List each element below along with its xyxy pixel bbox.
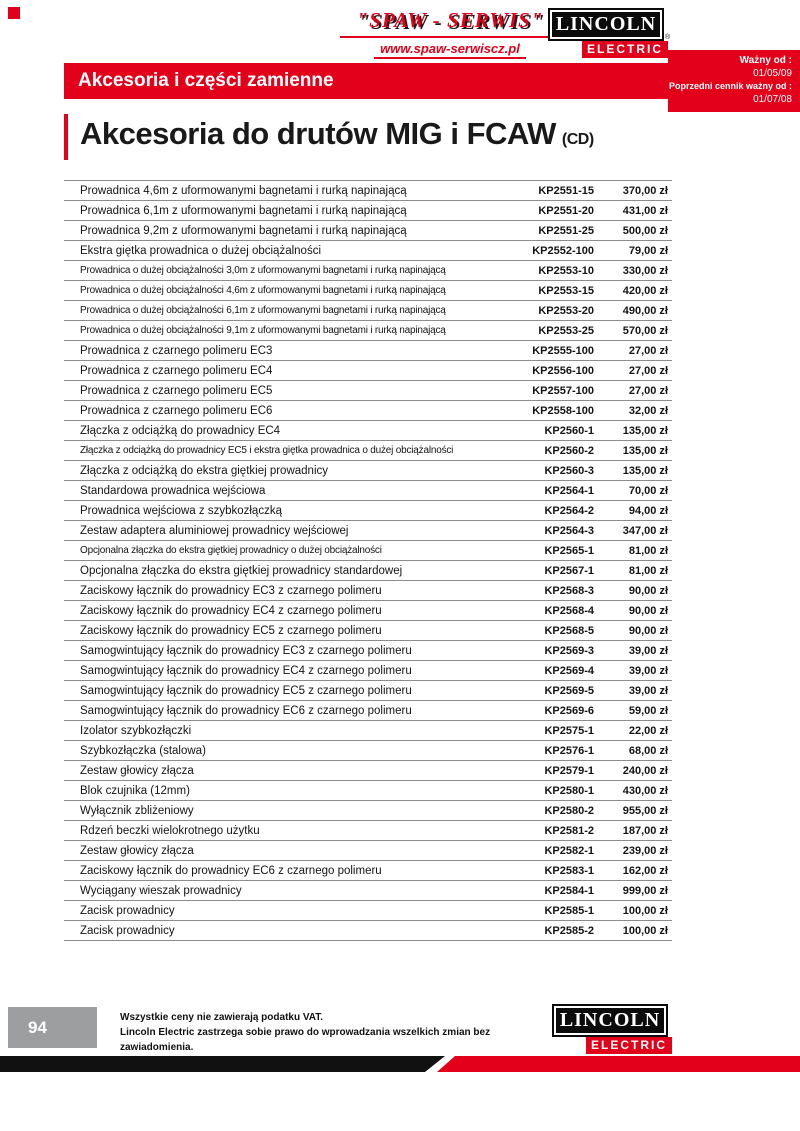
- part-number: KP2556-100: [499, 361, 594, 381]
- part-number: KP2564-1: [499, 481, 594, 501]
- part-number: KP2580-2: [499, 801, 594, 821]
- product-description: Zestaw głowicy złącza: [64, 761, 499, 781]
- part-number: KP2569-6: [499, 701, 594, 721]
- product-description: Zaciskowy łącznik do prowadnicy EC6 z czarnego polimeru: [64, 861, 499, 881]
- price: 330,00 zł: [594, 261, 672, 281]
- logo-divider: [340, 36, 560, 38]
- part-number: KP2580-1: [499, 781, 594, 801]
- table-row: [64, 781, 672, 801]
- product-description: Ekstra giętka prowadnica o dużej obciążalności: [64, 241, 499, 261]
- part-number: KP2558-100: [499, 401, 594, 421]
- product-description: Standardowa prowadnica wejściowa: [64, 481, 499, 501]
- price: 431,00 zł: [594, 201, 672, 221]
- price: 68,00 zł: [594, 741, 672, 761]
- part-number: KP2564-3: [499, 521, 594, 541]
- product-description: Zaciskowy łącznik do prowadnicy EC5 z czarnego polimeru: [64, 621, 499, 641]
- price: 27,00 zł: [594, 341, 672, 361]
- lincoln-wordmark: LINCOLN: [548, 8, 664, 41]
- product-description: Złączka z odciążką do ekstra giętkiej prowadnicy: [64, 461, 499, 481]
- spaw-serwis-wordmark: "SPAW - SERWIS": [356, 8, 544, 32]
- price: 162,00 zł: [594, 861, 672, 881]
- table-row: [64, 461, 672, 481]
- product-description: Zaciskowy łącznik do prowadnicy EC4 z czarnego polimeru: [64, 601, 499, 621]
- table-row: [64, 921, 672, 941]
- part-number: KP2568-3: [499, 581, 594, 601]
- table-row: [64, 761, 672, 781]
- part-number: KP2569-4: [499, 661, 594, 681]
- table-row: [64, 881, 672, 901]
- table-row: [64, 241, 672, 261]
- product-description: Wyłącznik zbliżeniowy: [64, 801, 499, 821]
- validity-dates: [668, 50, 800, 112]
- part-number: KP2564-2: [499, 501, 594, 521]
- table-row: [64, 581, 672, 601]
- table-row: [64, 641, 672, 661]
- price-table: [64, 180, 672, 941]
- product-description: Opcjonalna złączka do ekstra giętkiej prowadnicy standardowej: [64, 561, 499, 581]
- table-row: [64, 301, 672, 321]
- price: 27,00 zł: [594, 361, 672, 381]
- product-description: Samogwintujący łącznik do prowadnicy EC3 z czarnego polimeru: [64, 641, 499, 661]
- table-row: [64, 501, 672, 521]
- price: 79,00 zł: [594, 241, 672, 261]
- product-description: Prowadnica z czarnego polimeru EC5: [64, 381, 499, 401]
- price: 27,00 zł: [594, 381, 672, 401]
- lincoln-wordmark: LINCOLN: [552, 1004, 668, 1037]
- table-row: [64, 221, 672, 241]
- product-description: Samogwintujący łącznik do prowadnicy EC6 z czarnego polimeru: [64, 701, 499, 721]
- valid-from-date: 01/05/09: [753, 68, 792, 79]
- registered-mark: ®: [665, 34, 671, 41]
- part-number: KP2568-5: [499, 621, 594, 641]
- product-description: Prowadnica o dużej obciążalności 9,1m z uformowanymi bagnetami i rurką napinającą: [64, 321, 499, 341]
- product-description: Złączka z odciążką do prowadnicy EC4: [64, 421, 499, 441]
- price: 100,00 zł: [594, 901, 672, 921]
- part-number: KP2581-2: [499, 821, 594, 841]
- part-number: KP2551-20: [499, 201, 594, 221]
- price: 500,00 zł: [594, 221, 672, 241]
- product-description: Blok czujnika (12mm): [64, 781, 499, 801]
- part-number: KP2553-10: [499, 261, 594, 281]
- product-description: Prowadnica 9,2m z uformowanymi bagnetami i rurką napinającą: [64, 221, 499, 241]
- price: 70,00 zł: [594, 481, 672, 501]
- disclaimer-note: Lincoln Electric zastrzega sobie prawo do wprowadzania wszelkich zmian bez zawiadomienia.: [120, 1027, 491, 1053]
- price: 22,00 zł: [594, 721, 672, 741]
- table-row: [64, 401, 672, 421]
- part-number: KP2569-3: [499, 641, 594, 661]
- price: 135,00 zł: [594, 441, 672, 461]
- part-number: KP2569-5: [499, 681, 594, 701]
- part-number: KP2575-1: [499, 721, 594, 741]
- page-number: 94: [28, 1018, 47, 1037]
- product-description: Złączka z odciążką do prowadnicy EC5 i ekstra giętka prowadnica o dużej obciążalności: [64, 441, 499, 461]
- price: 100,00 zł: [594, 921, 672, 941]
- product-description: Prowadnica z czarnego polimeru EC3: [64, 341, 499, 361]
- table-row: [64, 541, 672, 561]
- price: 90,00 zł: [594, 581, 672, 601]
- previous-pricelist-date: 01/07/08: [753, 94, 792, 105]
- page-title-suffix: (CD): [561, 131, 594, 148]
- page-number-box: [8, 1007, 97, 1048]
- table-row: [64, 601, 672, 621]
- price: 490,00 zł: [594, 301, 672, 321]
- table-row: [64, 261, 672, 281]
- table-row: [64, 201, 672, 221]
- page-title-text: Akcesoria do drutów MIG i FCAW: [80, 116, 556, 151]
- price: 420,00 zł: [594, 281, 672, 301]
- lincoln-electric-logo-footer: [552, 1004, 674, 1056]
- price: 94,00 zł: [594, 501, 672, 521]
- table-row: [64, 661, 672, 681]
- table-row: [64, 841, 672, 861]
- price: 570,00 zł: [594, 321, 672, 341]
- part-number: KP2553-25: [499, 321, 594, 341]
- product-description: Prowadnica z czarnego polimeru EC4: [64, 361, 499, 381]
- part-number: KP2585-1: [499, 901, 594, 921]
- price: 32,00 zł: [594, 401, 672, 421]
- price: 90,00 zł: [594, 601, 672, 621]
- spaw-serwis-logo: [330, 8, 570, 59]
- table-row: [64, 821, 672, 841]
- part-number: KP2579-1: [499, 761, 594, 781]
- product-description: Prowadnica o dużej obciążalności 3,0m z uformowanymi bagnetami i rurką napinającą: [64, 261, 499, 281]
- electric-wordmark: ELECTRIC: [582, 41, 668, 58]
- part-number: KP2555-100: [499, 341, 594, 361]
- table-row: [64, 721, 672, 741]
- valid-from-label: Ważny od :: [739, 55, 792, 66]
- price: 39,00 zł: [594, 641, 672, 661]
- product-description: Izolator szybkozłączki: [64, 721, 499, 741]
- part-number: KP2567-1: [499, 561, 594, 581]
- table-row: [64, 701, 672, 721]
- part-number: KP2585-2: [499, 921, 594, 941]
- table-row: [64, 681, 672, 701]
- part-number: KP2582-1: [499, 841, 594, 861]
- banner-title: Akcesoria i części zamienne: [78, 70, 334, 91]
- corner-marker: [8, 7, 20, 19]
- part-number: KP2568-4: [499, 601, 594, 621]
- part-number: KP2560-1: [499, 421, 594, 441]
- part-number: KP2565-1: [499, 541, 594, 561]
- price: 240,00 zł: [594, 761, 672, 781]
- price: 59,00 zł: [594, 701, 672, 721]
- previous-pricelist-label: Poprzedni cennik ważny od :: [668, 81, 792, 91]
- table-row: [64, 521, 672, 541]
- part-number: KP2553-15: [499, 281, 594, 301]
- price: 81,00 zł: [594, 561, 672, 581]
- vat-note: Wszystkie ceny nie zawierają podatku VAT.: [120, 1012, 324, 1023]
- table-row: [64, 861, 672, 881]
- product-description: Opcjonalna złączka do ekstra giętkiej prowadnicy o dużej obciążalności: [64, 541, 499, 561]
- product-description: Zaciskowy łącznik do prowadnicy EC3 z czarnego polimeru: [64, 581, 499, 601]
- price: 999,00 zł: [594, 881, 672, 901]
- product-description: Prowadnica 6,1m z uformowanymi bagnetami i rurką napinającą: [64, 201, 499, 221]
- price: 187,00 zł: [594, 821, 672, 841]
- product-description: Zacisk prowadnicy: [64, 921, 499, 941]
- footer-notes: [120, 1010, 540, 1055]
- table-row: [64, 341, 672, 361]
- product-description: Wyciągany wieszak prowadnicy: [64, 881, 499, 901]
- part-number: KP2552-100: [499, 241, 594, 261]
- footer-band-black: [0, 1056, 460, 1072]
- table-row: [64, 281, 672, 301]
- product-description: Prowadnica o dużej obciążalności 6,1m z uformowanymi bagnetami i rurką napinającą: [64, 301, 499, 321]
- electric-wordmark: ELECTRIC: [586, 1037, 672, 1054]
- part-number: KP2584-1: [499, 881, 594, 901]
- product-description: Prowadnica wejściowa z szybkozłączką: [64, 501, 499, 521]
- part-number: KP2551-25: [499, 221, 594, 241]
- table-row: [64, 561, 672, 581]
- table-row: [64, 421, 672, 441]
- price: 135,00 zł: [594, 421, 672, 441]
- product-description: Samogwintujący łącznik do prowadnicy EC4 z czarnego polimeru: [64, 661, 499, 681]
- page-title: [80, 116, 594, 152]
- price: 955,00 zł: [594, 801, 672, 821]
- price: 135,00 zł: [594, 461, 672, 481]
- part-number: KP2576-1: [499, 741, 594, 761]
- price: 39,00 zł: [594, 681, 672, 701]
- price: 239,00 zł: [594, 841, 672, 861]
- product-description: Prowadnica o dużej obciążalności 4,6m z uformowanymi bagnetami i rurką napinającą: [64, 281, 499, 301]
- price: 90,00 zł: [594, 621, 672, 641]
- title-accent-bar: [64, 114, 68, 160]
- table-row: [64, 901, 672, 921]
- lincoln-electric-logo: [548, 8, 670, 60]
- part-number: KP2553-20: [499, 301, 594, 321]
- table-row: [64, 801, 672, 821]
- section-banner: [64, 63, 668, 99]
- product-description: Zestaw adaptera aluminiowej prowadnicy wejściowej: [64, 521, 499, 541]
- table-row: [64, 321, 672, 341]
- product-description: Szybkozłączka (stalowa): [64, 741, 499, 761]
- price: 347,00 zł: [594, 521, 672, 541]
- price: 81,00 zł: [594, 541, 672, 561]
- price: 430,00 zł: [594, 781, 672, 801]
- product-description: Samogwintujący łącznik do prowadnicy EC5 z czarnego polimeru: [64, 681, 499, 701]
- product-description: Prowadnica 4,6m z uformowanymi bagnetami i rurką napinającą: [64, 181, 499, 201]
- table-row: [64, 621, 672, 641]
- price: 39,00 zł: [594, 661, 672, 681]
- website-url: www.spaw-serwiscz.pl: [374, 41, 526, 59]
- product-description: Rdzeń beczki wielokrotnego użytku: [64, 821, 499, 841]
- table-row: [64, 741, 672, 761]
- table-row: [64, 441, 672, 461]
- price: 370,00 zł: [594, 181, 672, 201]
- part-number: KP2583-1: [499, 861, 594, 881]
- product-description: Zestaw głowicy złącza: [64, 841, 499, 861]
- table-row: [64, 381, 672, 401]
- product-description: Prowadnica z czarnego polimeru EC6: [64, 401, 499, 421]
- part-number: KP2560-3: [499, 461, 594, 481]
- table-row: [64, 481, 672, 501]
- table-row: [64, 181, 672, 201]
- product-description: Zacisk prowadnicy: [64, 901, 499, 921]
- table-row: [64, 361, 672, 381]
- part-number: KP2551-15: [499, 181, 594, 201]
- part-number: KP2560-2: [499, 441, 594, 461]
- part-number: KP2557-100: [499, 381, 594, 401]
